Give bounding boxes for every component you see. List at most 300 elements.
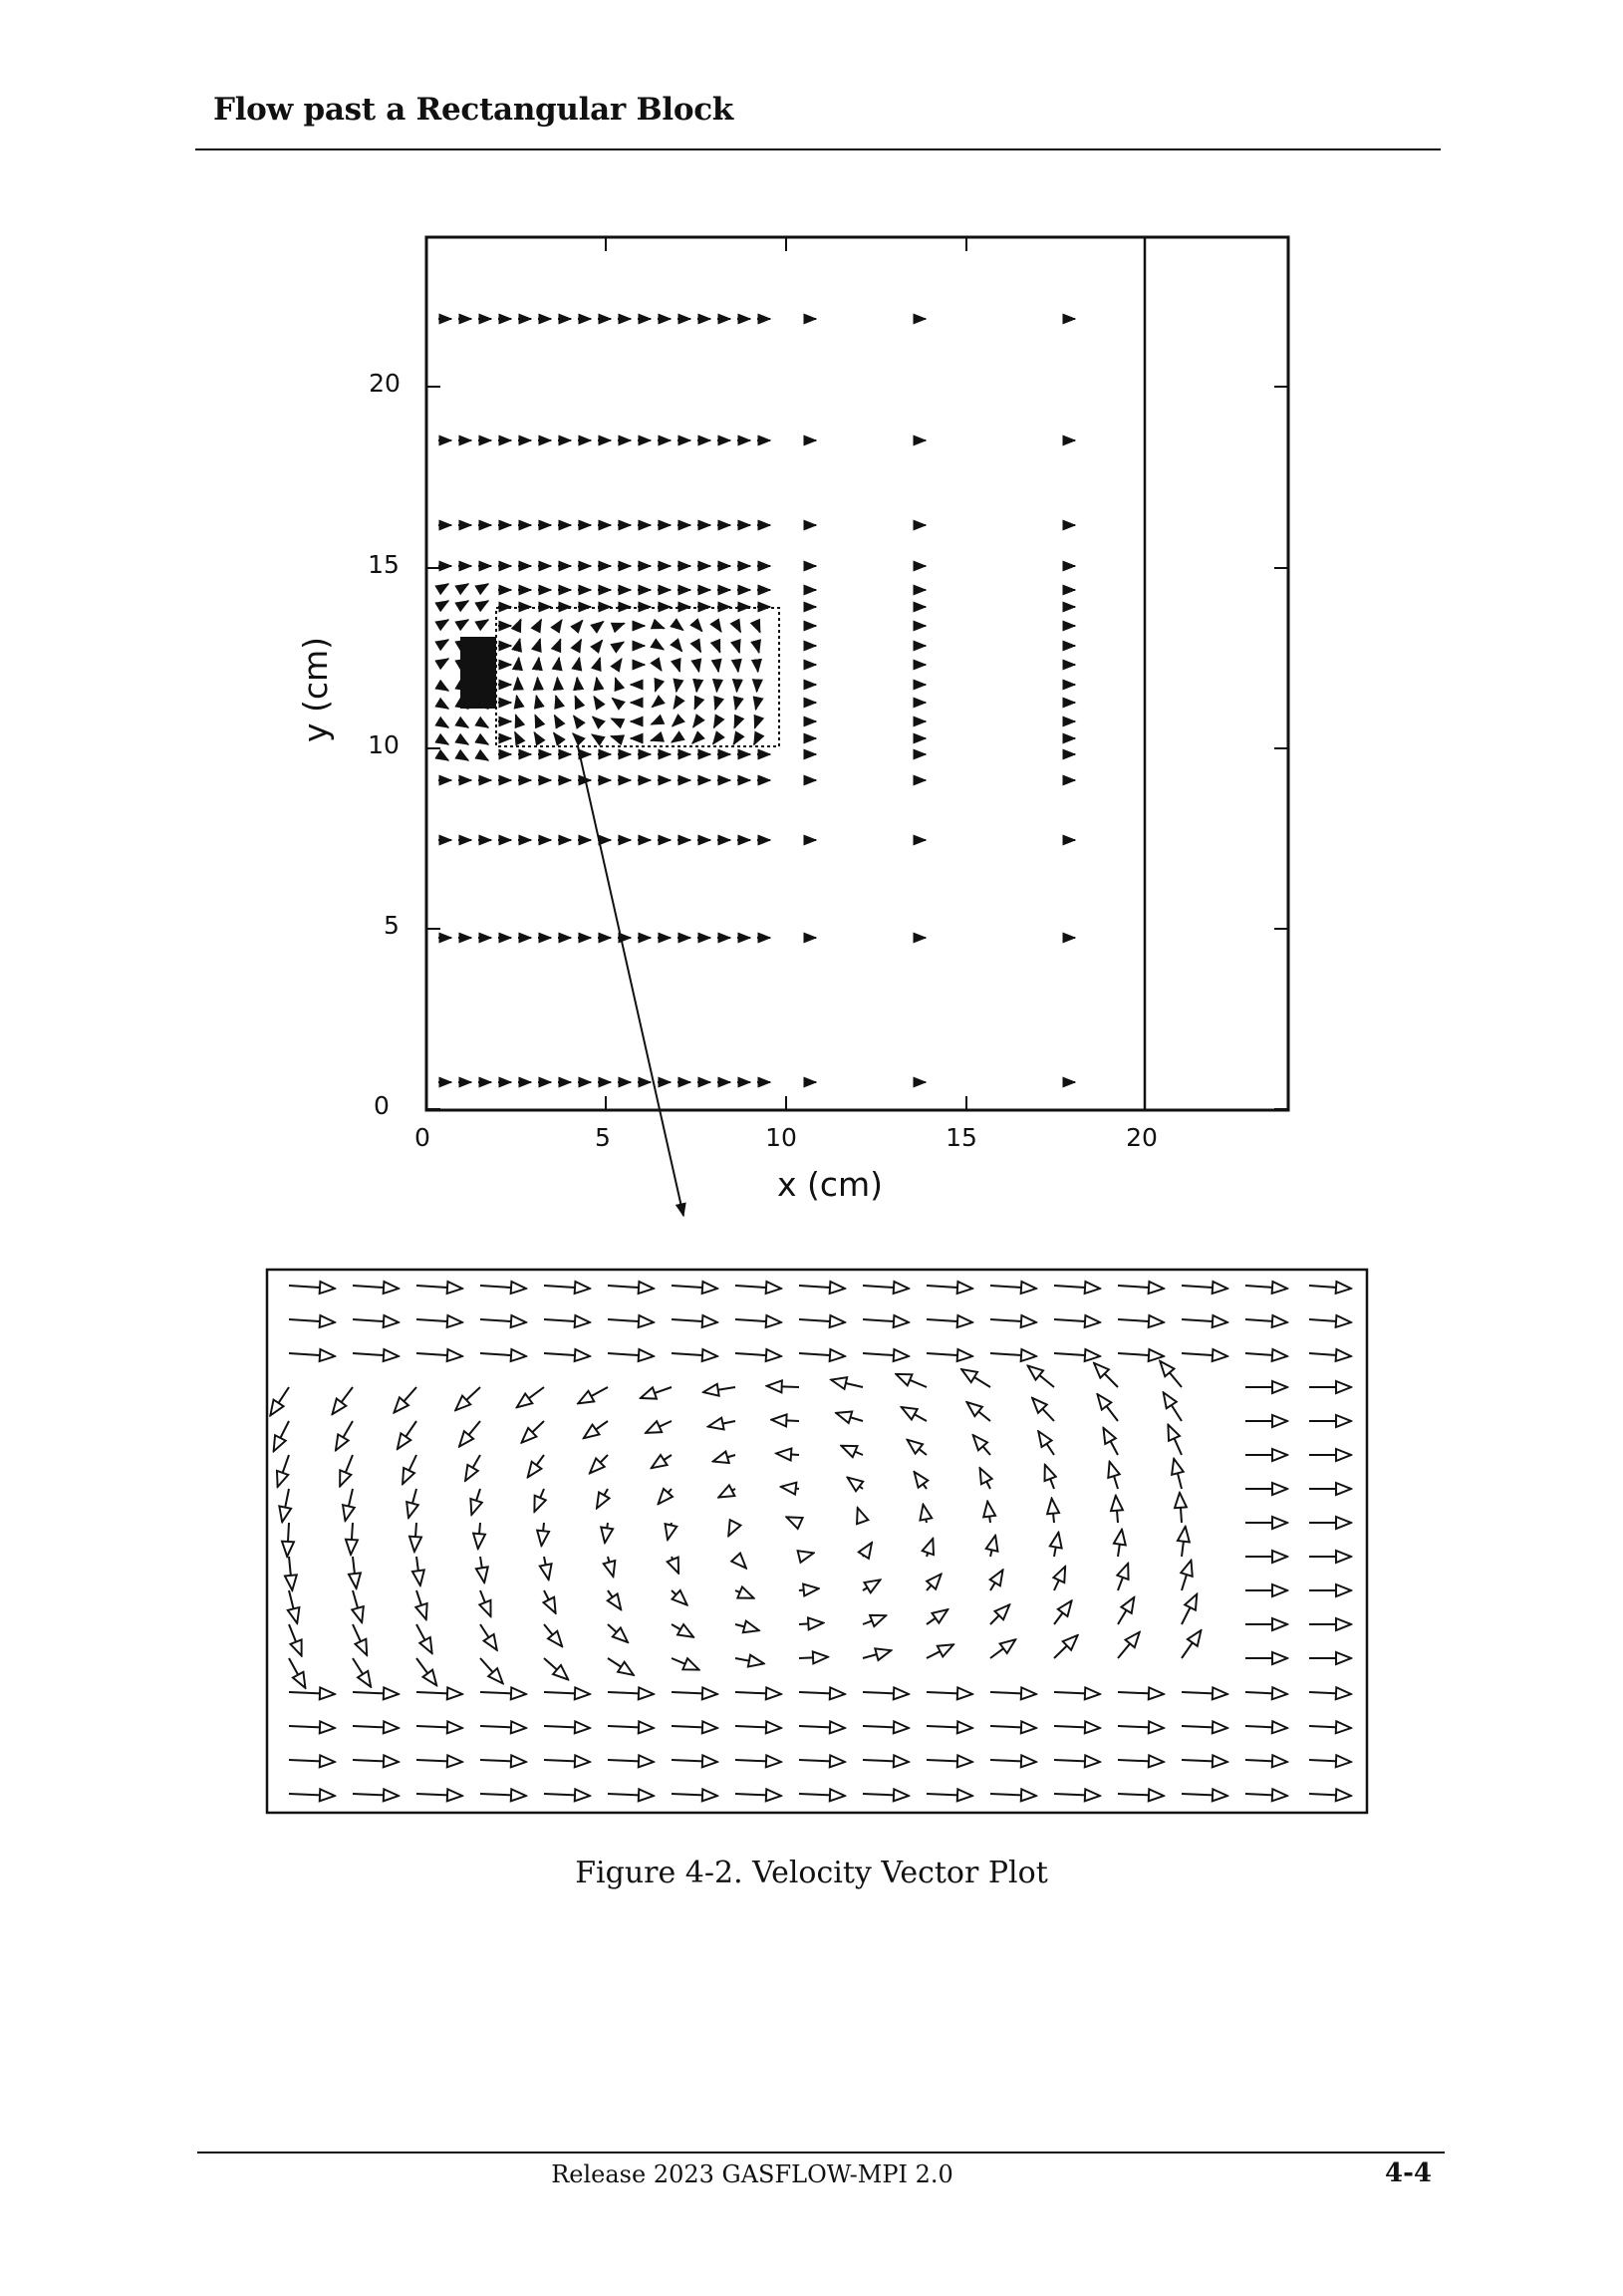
velocity-vector (799, 1286, 845, 1289)
velocity-vector (574, 716, 578, 721)
velocity-vector (902, 1407, 927, 1421)
velocity-vector (927, 1319, 972, 1322)
velocity-vector (754, 738, 757, 744)
velocity-vector (966, 1402, 990, 1421)
y-axis-label: y (cm) (296, 636, 335, 743)
velocity-vector (353, 1794, 399, 1796)
velocity-vector (605, 1523, 608, 1543)
velocity-vector (458, 584, 468, 590)
velocity-vector (1118, 1760, 1164, 1762)
velocity-vector (592, 734, 598, 738)
velocity-vector (598, 622, 604, 626)
velocity-vector (438, 620, 448, 626)
velocity-vector (438, 721, 448, 727)
velocity-vector (987, 1502, 990, 1523)
velocity-vector (438, 754, 448, 760)
velocity-vector (708, 1421, 735, 1427)
velocity-vector (608, 1692, 654, 1694)
velocity-vector (672, 1319, 717, 1322)
velocity-vector (353, 1692, 399, 1694)
velocity-vector (927, 1760, 972, 1762)
velocity-vector (612, 718, 618, 721)
velocity-vector (353, 1557, 357, 1588)
velocity-vector (799, 1319, 845, 1322)
velocity-vector (278, 1455, 289, 1487)
velocity-vector (961, 1369, 990, 1387)
velocity-vector (1309, 1286, 1351, 1289)
velocity-vector (544, 1658, 568, 1679)
velocity-vector (990, 1794, 1036, 1796)
velocity-vector (1245, 1794, 1287, 1796)
velocity-vector (1054, 1692, 1100, 1694)
velocity-vector (990, 1692, 1036, 1694)
velocity-vector (518, 620, 521, 626)
velocity-vector (608, 1319, 654, 1322)
velocity-vector (408, 1489, 416, 1518)
velocity-vector (703, 1387, 735, 1392)
velocity-vector (735, 1286, 781, 1289)
velocity-vector (651, 738, 658, 740)
velocity-vector (515, 732, 518, 738)
velocity-vector (534, 732, 538, 738)
velocity-vector (990, 1760, 1036, 1762)
velocity-vector (927, 1286, 972, 1289)
velocity-vector (480, 1794, 526, 1796)
velocity-vector (611, 736, 618, 738)
velocity-vector (786, 1517, 799, 1523)
velocity-vector (1182, 1286, 1227, 1289)
velocity-vector (1038, 1431, 1054, 1455)
velocity-vector (1245, 1319, 1287, 1322)
velocity-vector (287, 1523, 289, 1557)
velocity-vector (677, 646, 681, 651)
velocity-vector (672, 1624, 693, 1637)
velocity-vector (289, 1319, 335, 1322)
velocity-vector (1054, 1353, 1100, 1356)
velocity-vector (693, 721, 697, 727)
velocity-vector (557, 678, 558, 685)
velocity-vector (333, 1387, 353, 1414)
velocity-vector (438, 640, 448, 646)
velocity-vector (757, 626, 760, 632)
velocity-vector (538, 658, 539, 665)
velocity-vector (416, 1794, 462, 1796)
velocity-vector (737, 646, 739, 653)
velocity-vector (480, 1590, 491, 1616)
velocity-vector (594, 697, 598, 703)
x-tick-label: 5 (595, 1123, 611, 1152)
velocity-vector (990, 1726, 1036, 1728)
velocity-vector (1118, 1286, 1164, 1289)
velocity-vector (478, 601, 488, 607)
velocity-vector (646, 1421, 672, 1433)
velocity-vector (480, 1692, 526, 1694)
velocity-vector (608, 1794, 654, 1796)
velocity-vector (672, 738, 677, 742)
velocity-vector (593, 717, 598, 721)
velocity-vector (1032, 1398, 1054, 1421)
velocity-vector (517, 696, 518, 703)
velocity-vector (676, 685, 677, 692)
velocity-vector (518, 658, 519, 665)
velocity-vector (836, 1413, 863, 1421)
velocity-vector (578, 1387, 608, 1403)
velocity-vector (1103, 1428, 1118, 1455)
velocity-vector (558, 640, 561, 646)
velocity-vector (799, 1623, 823, 1624)
velocity-vector (282, 1489, 289, 1522)
velocity-vector (517, 1387, 544, 1407)
velocity-vector (672, 1590, 687, 1605)
velocity-vector (1309, 1794, 1351, 1796)
velocity-vector (353, 1760, 399, 1762)
y-tick-label: 5 (384, 911, 400, 940)
velocity-vector (353, 1726, 399, 1728)
velocity-vector (590, 1455, 608, 1473)
velocity-vector (577, 678, 578, 685)
velocity-vector (653, 703, 658, 707)
velocity-vector (863, 1692, 909, 1694)
velocity-vector (353, 1319, 399, 1322)
top-plot-ticks (426, 237, 1288, 1110)
velocity-vector (717, 626, 721, 632)
velocity-vector (908, 1440, 927, 1455)
x-tick-label: 20 (1126, 1123, 1158, 1152)
velocity-vector (863, 1650, 891, 1658)
velocity-vector (1245, 1353, 1287, 1356)
velocity-vector (735, 1692, 781, 1694)
velocity-vector (558, 620, 562, 626)
y-tick-label: 0 (374, 1091, 390, 1120)
velocity-vector (459, 1421, 480, 1447)
velocity-vector (1309, 1726, 1351, 1728)
velocity-vector (717, 665, 718, 672)
velocity-vector (1245, 1726, 1287, 1728)
velocity-vector (1118, 1353, 1164, 1356)
velocity-vector (863, 1319, 909, 1322)
velocity-vector (863, 1760, 909, 1762)
velocity-vector (458, 620, 468, 626)
velocity-vector (672, 1353, 717, 1356)
velocity-vector (1182, 1319, 1227, 1322)
velocity-vector (289, 1692, 335, 1694)
velocity-vector (289, 1286, 335, 1289)
velocity-vector (735, 1319, 781, 1322)
velocity-vector (1182, 1561, 1192, 1590)
velocity-vector (558, 658, 559, 665)
y-tick-label: 10 (368, 730, 400, 759)
velocity-vector (538, 620, 541, 626)
velocity-vector (608, 1590, 621, 1609)
velocity-vector (478, 620, 488, 626)
velocity-vector (1054, 1726, 1100, 1728)
top-plot-vectors (438, 319, 1075, 1082)
velocity-vector (1245, 1692, 1287, 1694)
velocity-vector (841, 1446, 863, 1455)
velocity-vector (416, 1590, 426, 1619)
velocity-vector (927, 1539, 933, 1557)
velocity-vector (799, 1692, 845, 1694)
velocity-vector (534, 1489, 544, 1512)
velocity-vector (1245, 1286, 1287, 1289)
velocity-vector (1110, 1462, 1118, 1489)
velocity-vector (1054, 1635, 1078, 1658)
velocity-vector (1118, 1597, 1134, 1624)
velocity-vector (1182, 1794, 1227, 1796)
velocity-vector (659, 1489, 672, 1504)
velocity-vector (538, 639, 540, 646)
velocity-vector (1118, 1726, 1164, 1728)
velocity-vector (1054, 1760, 1100, 1762)
velocity-vector (697, 665, 698, 672)
velocity-vector (416, 1319, 462, 1322)
velocity-vector (658, 665, 662, 671)
velocity-vector (1054, 1567, 1065, 1590)
velocity-vector (641, 1387, 672, 1398)
velocity-vector (672, 1286, 717, 1289)
velocity-vector (398, 1421, 416, 1449)
velocity-vector (544, 1794, 590, 1796)
velocity-vector (471, 1489, 480, 1515)
velocity-vector (438, 703, 448, 709)
velocity-vector (990, 1353, 1036, 1356)
velocity-vector (584, 1421, 608, 1438)
velocity-vector (438, 601, 448, 607)
velocity-vector (289, 1557, 292, 1590)
velocity-vector (521, 1421, 544, 1443)
velocity-vector (717, 646, 720, 652)
velocity-vector (608, 1557, 613, 1577)
velocity-vector (1118, 1564, 1128, 1590)
velocity-vector (924, 1505, 927, 1523)
velocity-vector (858, 1508, 863, 1523)
y-tick-label: 15 (368, 550, 400, 579)
velocity-vector (735, 1624, 759, 1630)
velocity-vector (289, 1624, 302, 1656)
velocity-vector (555, 716, 558, 721)
velocity-vector (1182, 1692, 1227, 1694)
rectangular-block (460, 637, 496, 709)
velocity-vector (289, 1760, 335, 1762)
velocity-vector (416, 1286, 462, 1289)
velocity-vector (556, 696, 558, 703)
velocity-vector (438, 584, 448, 590)
velocity-vector (578, 658, 579, 665)
figure-caption: Figure 4-2. Velocity Vector Plot (575, 1856, 1048, 1890)
velocity-vector (927, 1353, 972, 1356)
velocity-vector (616, 678, 618, 685)
velocity-vector (608, 1353, 654, 1356)
velocity-vector (573, 733, 578, 738)
velocity-vector (544, 1760, 590, 1762)
x-axis-label: x (cm) (776, 1165, 884, 1204)
velocity-vector (1182, 1353, 1227, 1356)
zoom-plot-vectors (270, 1286, 1351, 1796)
velocity-vector (544, 1557, 549, 1579)
velocity-vector (480, 1624, 497, 1650)
velocity-vector (478, 1523, 480, 1549)
velocity-vector (718, 1489, 735, 1498)
velocity-vector (672, 1557, 678, 1574)
velocity-vector (672, 1692, 717, 1694)
velocity-vector (535, 716, 538, 721)
velocity-vector (734, 721, 737, 727)
velocity-vector (863, 1794, 909, 1796)
velocity-vector (658, 646, 664, 650)
velocity-vector (990, 1639, 1015, 1658)
velocity-vector (735, 1590, 754, 1598)
velocity-vector (465, 1455, 480, 1481)
velocity-vector (1052, 1499, 1054, 1523)
velocity-vector (544, 1590, 556, 1613)
velocity-vector (608, 1760, 654, 1762)
velocity-vector (799, 1553, 814, 1557)
velocity-vector (1182, 1726, 1227, 1728)
velocity-vector (652, 721, 658, 724)
velocity-vector (480, 1760, 526, 1762)
velocity-vector (353, 1353, 399, 1356)
velocity-vector (694, 703, 697, 709)
velocity-vector (1054, 1533, 1058, 1557)
velocity-vector (458, 738, 468, 744)
velocity-vector (799, 1760, 845, 1762)
velocity-vector (416, 1726, 462, 1728)
velocity-vector (416, 1658, 436, 1685)
velocity-vector (544, 1353, 590, 1356)
top-plot (296, 237, 1288, 1216)
velocity-vector (863, 1579, 880, 1590)
velocity-vector (403, 1455, 416, 1484)
velocity-vector (394, 1387, 416, 1412)
velocity-vector (756, 703, 757, 710)
velocity-vector (735, 1557, 746, 1569)
velocity-vector (735, 1760, 781, 1762)
velocity-vector (692, 738, 697, 743)
velocity-vector (608, 1286, 654, 1289)
velocity-vector (980, 1468, 990, 1489)
velocity-vector (1028, 1366, 1054, 1387)
velocity-vector (608, 1726, 654, 1728)
velocity-vector (458, 754, 468, 760)
velocity-vector (735, 1726, 781, 1728)
page-header-title: Flow past a Rectangular Block (213, 92, 733, 128)
velocity-vector (478, 754, 488, 760)
velocity-vector (544, 1319, 590, 1322)
velocity-vector (478, 721, 488, 727)
velocity-vector (863, 1286, 909, 1289)
velocity-vector (1182, 1630, 1201, 1658)
y-tick-label: 20 (369, 369, 401, 398)
velocity-vector (618, 642, 624, 646)
zoom-region-box (496, 608, 779, 746)
velocity-vector (598, 641, 602, 646)
velocity-vector (755, 721, 757, 728)
velocity-vector (478, 738, 488, 744)
velocity-vector (480, 1658, 503, 1683)
velocity-vector (677, 665, 679, 672)
velocity-vector (672, 1794, 717, 1796)
velocity-vector (613, 699, 618, 703)
velocity-vector (1045, 1465, 1054, 1489)
velocity-vector (927, 1575, 942, 1590)
velocity-vector (696, 685, 697, 692)
velocity-vector (458, 721, 468, 727)
velocity-vector (990, 1570, 1003, 1590)
velocity-vector (608, 1658, 634, 1675)
velocity-vector (1118, 1632, 1140, 1658)
velocity-vector (289, 1590, 297, 1623)
velocity-vector (1097, 1394, 1118, 1421)
page-number: 4-4 (1385, 2158, 1432, 2188)
velocity-vector (1054, 1319, 1100, 1322)
velocity-vector (990, 1319, 1036, 1322)
velocity-vector (990, 1604, 1009, 1624)
velocity-vector (351, 1523, 353, 1555)
velocity-vector (438, 738, 448, 744)
velocity-vector (697, 646, 700, 652)
velocity-vector (353, 1624, 367, 1655)
velocity-vector (848, 1478, 863, 1489)
velocity-vector (289, 1353, 335, 1356)
velocity-vector (728, 1523, 735, 1536)
velocity-vector (658, 626, 665, 629)
velocity-vector (652, 1455, 672, 1468)
velocity-vector (336, 1421, 353, 1450)
velocity-vector (270, 1387, 289, 1415)
x-tick-label: 15 (946, 1123, 977, 1152)
top-plot-frame (426, 237, 1288, 1110)
velocity-vector (677, 626, 683, 630)
velocity-vector (480, 1726, 526, 1728)
velocity-vector (289, 1658, 305, 1688)
x-tick-label: 0 (414, 1123, 430, 1152)
velocity-vector (863, 1543, 872, 1557)
velocity-vector (554, 732, 558, 738)
velocity-vector (973, 1435, 990, 1455)
velocity-vector (674, 703, 677, 709)
velocity-vector (1309, 1319, 1351, 1322)
velocity-vector (414, 1523, 416, 1552)
velocity-vector (1309, 1692, 1351, 1694)
velocity-vector (1174, 1459, 1182, 1489)
velocity-vector (715, 703, 717, 710)
velocity-vector (771, 1420, 799, 1421)
velocity-vector (544, 1286, 590, 1289)
velocity-vector (528, 1455, 544, 1477)
velocity-vector (737, 665, 738, 672)
velocity-vector (416, 1692, 462, 1694)
velocity-vector (353, 1590, 362, 1622)
velocity-vector (927, 1794, 972, 1796)
velocity-vector (776, 1453, 799, 1455)
velocity-vector (896, 1374, 927, 1387)
velocity-vector (1054, 1286, 1100, 1289)
velocity-vector (480, 1557, 484, 1582)
velocity-vector (480, 1319, 526, 1322)
velocity-vector (737, 626, 740, 632)
velocity-vector (274, 1421, 289, 1451)
velocity-vector (735, 1658, 764, 1663)
velocity-vector (1182, 1594, 1197, 1624)
velocity-vector (668, 1523, 672, 1540)
velocity-vector (575, 697, 578, 703)
velocity-vector (735, 703, 737, 710)
footer-release: Release 2023 GASFLOW-MPI 2.0 (551, 2160, 953, 2188)
velocity-vector (353, 1286, 399, 1289)
velocity-vector (518, 639, 520, 646)
velocity-vector (735, 1794, 781, 1796)
velocity-vector (716, 685, 717, 692)
